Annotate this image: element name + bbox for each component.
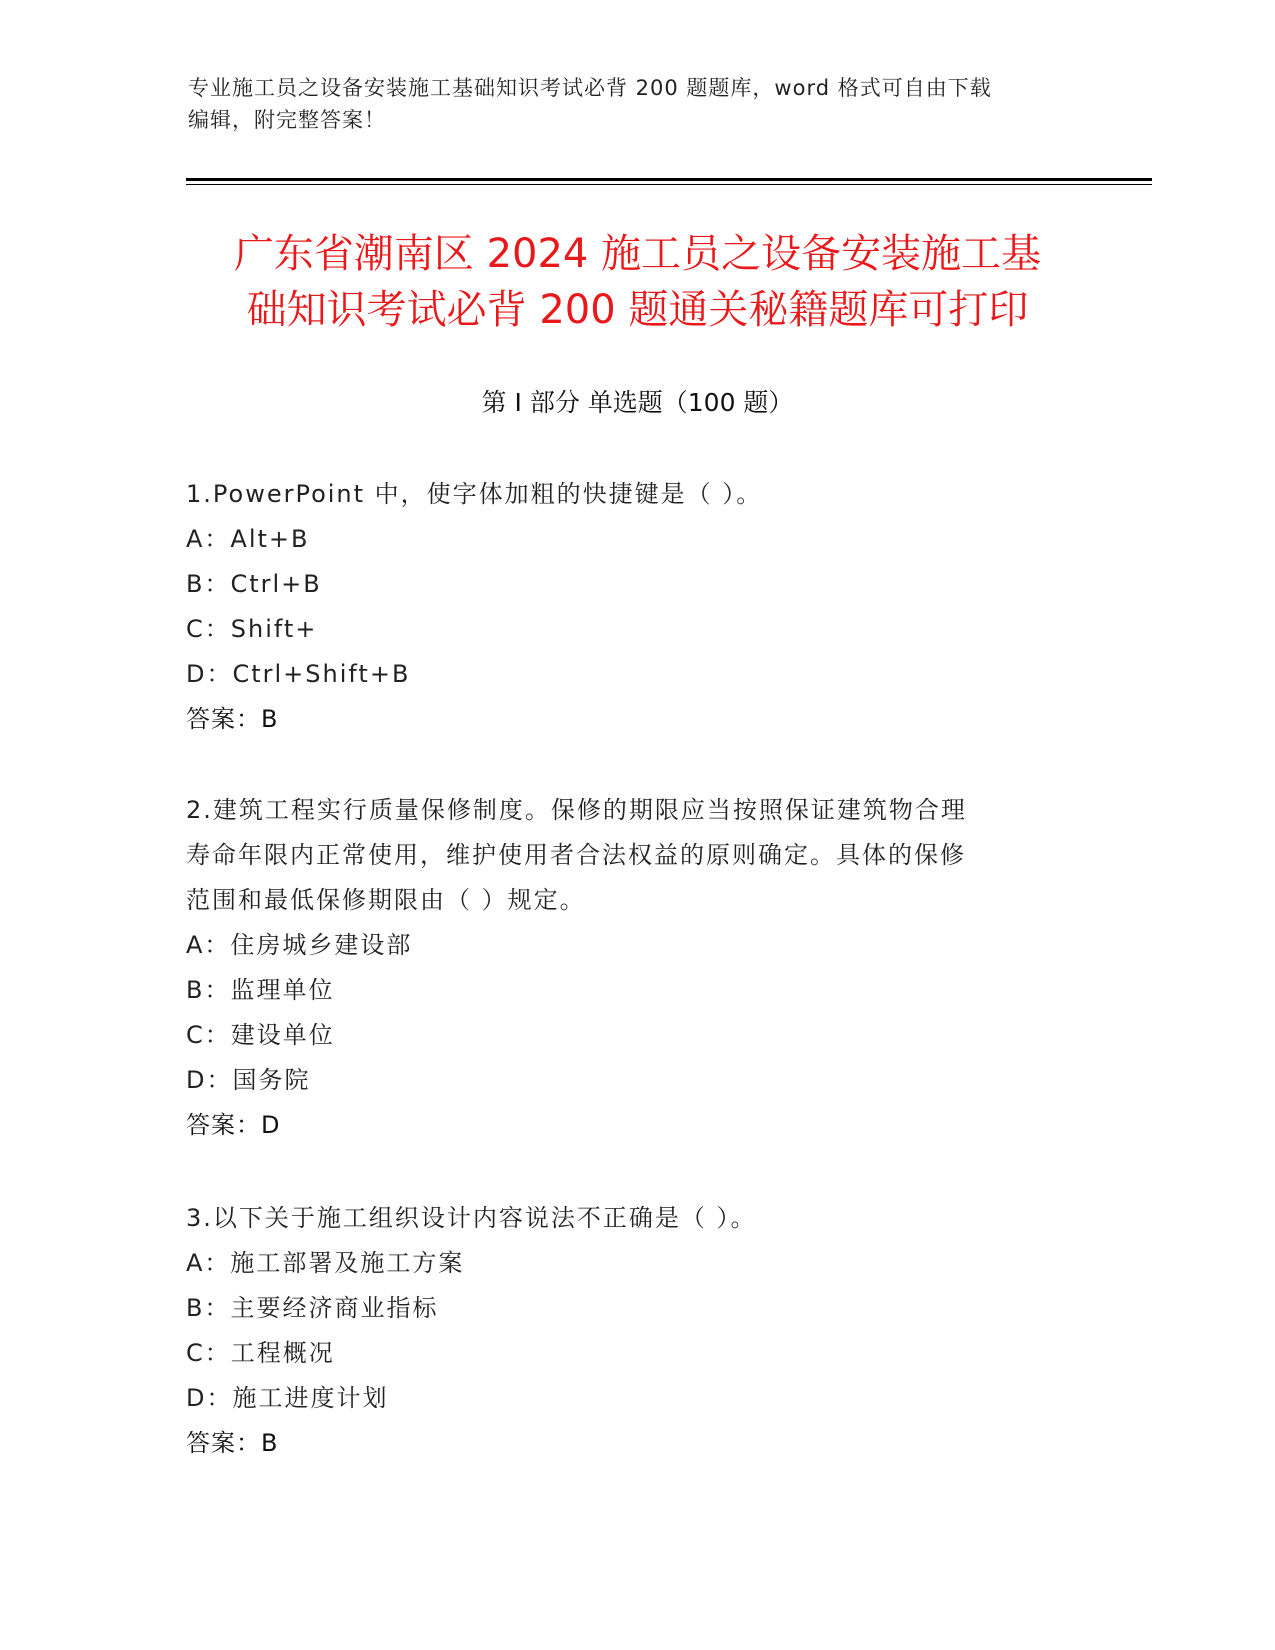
header-note-line-2: 编辑，附完整答案！ [188, 108, 386, 132]
header-note [188, 72, 1088, 136]
option-a: A：住房城乡建设部 [186, 931, 413, 959]
question-1 [186, 472, 1066, 742]
option-c: C：建设单位 [186, 1021, 335, 1049]
option-b: B：Ctrl+B [186, 570, 322, 598]
document-title-line-1: 广东省潮南区 2024 施工员之设备安装施工基 [233, 231, 1042, 277]
answer: 答案：B [186, 705, 279, 733]
question-3 [186, 1196, 1066, 1466]
answer: 答案：D [186, 1111, 281, 1139]
option-b: B：监理单位 [186, 976, 335, 1004]
question-stem-line-1: 2.建筑工程实行质量保修制度。保修的期限应当按照保证建筑物合理 [186, 796, 967, 824]
question-stem-line-2: 寿命年限内正常使用，维护使用者合法权益的原则确定。具体的保修 [186, 841, 966, 869]
answer: 答案：B [186, 1429, 279, 1457]
option-a: A：Alt+B [186, 525, 310, 553]
option-a: A：施工部署及施工方案 [186, 1249, 465, 1277]
option-c: C：工程概况 [186, 1339, 335, 1367]
option-c: C：Shift+ [186, 615, 318, 643]
header-divider-thin [186, 184, 1152, 185]
option-d: D：国务院 [186, 1066, 311, 1094]
header-note-line-1: 专业施工员之设备安装施工基础知识考试必背 200 题题库，word 格式可自由下载 [188, 76, 992, 100]
section-title: 第 I 部分 单选题（100 题） [481, 388, 794, 417]
question-2 [186, 788, 1066, 1148]
question-stem-line-3: 范围和最低保修期限由（ ）规定。 [186, 886, 586, 914]
question-stem: 1.PowerPoint 中，使字体加粗的快捷键是（ ）。 [186, 480, 763, 508]
option-d: D：Ctrl+Shift+B [186, 660, 411, 688]
document-title [170, 226, 1105, 338]
document-title-line-2: 础知识考试必背 200 题通关秘籍题库可打印 [246, 287, 1029, 333]
header-divider-thick [186, 178, 1152, 181]
question-stem: 3.以下关于施工组织设计内容说法不正确是（ ）。 [186, 1204, 757, 1232]
option-d: D：施工进度计划 [186, 1384, 389, 1412]
option-b: B：主要经济商业指标 [186, 1294, 439, 1322]
